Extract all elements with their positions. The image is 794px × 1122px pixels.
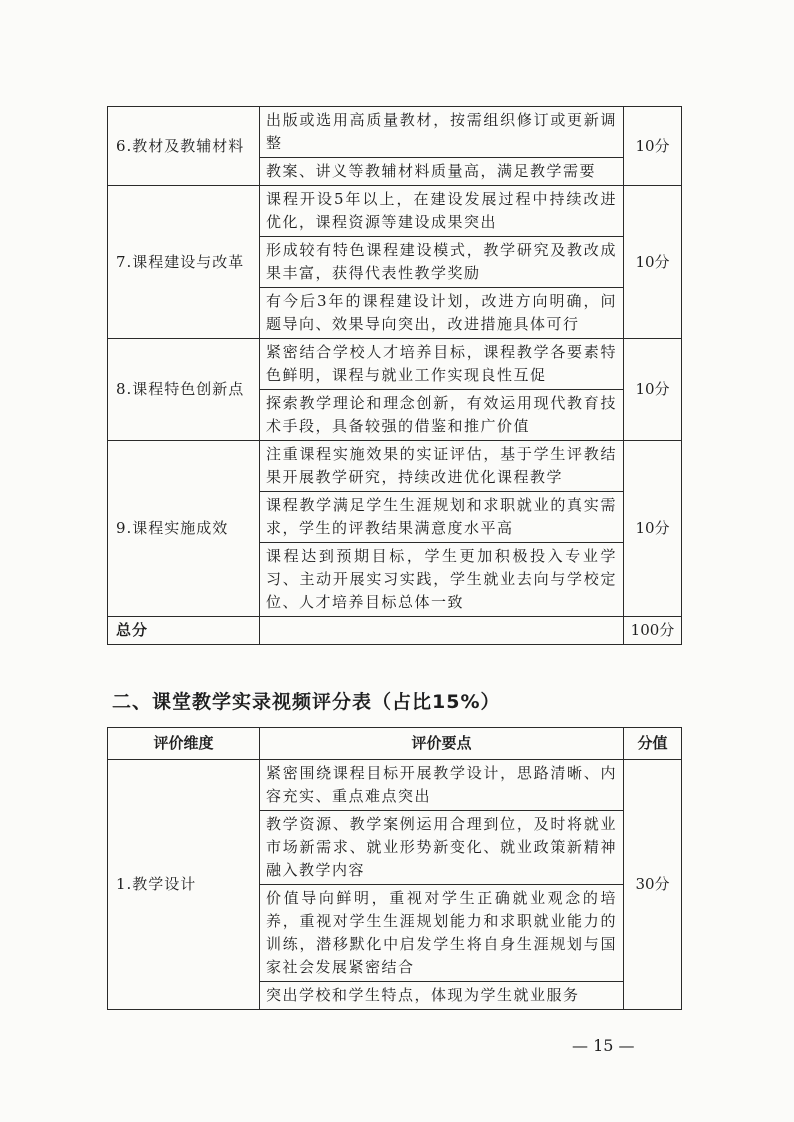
dimension-cell: 8.课程特色创新点	[108, 339, 260, 441]
section-heading: 二、课堂教学实录视频评分表（占比15%）	[112, 691, 501, 713]
total-label: 总分	[108, 617, 260, 645]
criteria-point: 形成较有特色课程建设模式，教学研究及教改成果丰富，获得代表性教学奖励	[260, 237, 624, 288]
table-row	[108, 339, 682, 390]
dimension-cell: 6.教材及教辅材料	[108, 107, 260, 186]
header-points: 评价要点	[260, 728, 624, 760]
table-header-row	[108, 728, 682, 760]
score-cell: 10分	[624, 339, 682, 441]
score-cell: 10分	[624, 441, 682, 617]
criteria-point: 出版或选用高质量教材，按需组织修订或更新调整	[260, 107, 624, 158]
criteria-point: 教学资源、教学案例运用合理到位，及时将就业市场新需求、就业形势新变化、就业政策新精神融入教学内容	[260, 811, 624, 885]
criteria-point: 有今后3年的课程建设计划，改进方向明确，问题导向、效果导向突出，改进措施具体可行	[260, 288, 624, 339]
criteria-point: 课程达到预期目标，学生更加积极投入专业学习、主动开展实习实践，学生就业去向与学校定位、人才培养目标总体一致	[260, 543, 624, 617]
score-cell: 10分	[624, 186, 682, 339]
criteria-point: 价值导向鲜明，重视对学生正确就业观念的培养，重视对学生生涯规划能力和求职就业能力的训练，潜移默化中启发学生将自身生涯规划与国家社会发展紧密结合	[260, 885, 624, 982]
total-blank	[260, 617, 624, 645]
dimension-cell: 9.课程实施成效	[108, 441, 260, 617]
criteria-point: 探索教学理论和理念创新，有效运用现代教育技术手段，具备较强的借鉴和推广价值	[260, 390, 624, 441]
dimension-cell: 1.教学设计	[108, 760, 260, 1010]
header-score: 分值	[624, 728, 682, 760]
score-cell: 30分	[624, 760, 682, 1010]
total-row	[108, 617, 682, 645]
table-row	[108, 107, 682, 158]
page-number: — 15 —	[572, 1036, 635, 1055]
total-score: 100分	[624, 617, 682, 645]
table-row	[108, 441, 682, 492]
score-cell: 10分	[624, 107, 682, 186]
video-scoring-table	[107, 727, 682, 1010]
criteria-table-continued	[107, 106, 682, 645]
table-row	[108, 760, 682, 811]
criteria-point: 紧密围绕课程目标开展教学设计，思路清晰、内容充实、重点难点突出	[260, 760, 624, 811]
table-row	[108, 186, 682, 237]
criteria-point: 课程教学满足学生生涯规划和求职就业的真实需求，学生的评教结果满意度水平高	[260, 492, 624, 543]
criteria-point: 课程开设5年以上，在建设发展过程中持续改进优化，课程资源等建设成果突出	[260, 186, 624, 237]
criteria-point: 教案、讲义等教辅材料质量高，满足教学需要	[260, 158, 624, 186]
header-dimension: 评价维度	[108, 728, 260, 760]
dimension-cell: 7.课程建设与改革	[108, 186, 260, 339]
criteria-point: 紧密结合学校人才培养目标，课程教学各要素特色鲜明，课程与就业工作实现良性互促	[260, 339, 624, 390]
criteria-point: 突出学校和学生特点，体现为学生就业服务	[260, 982, 624, 1010]
criteria-point: 注重课程实施效果的实证评估，基于学生评教结果开展教学研究，持续改进优化课程教学	[260, 441, 624, 492]
